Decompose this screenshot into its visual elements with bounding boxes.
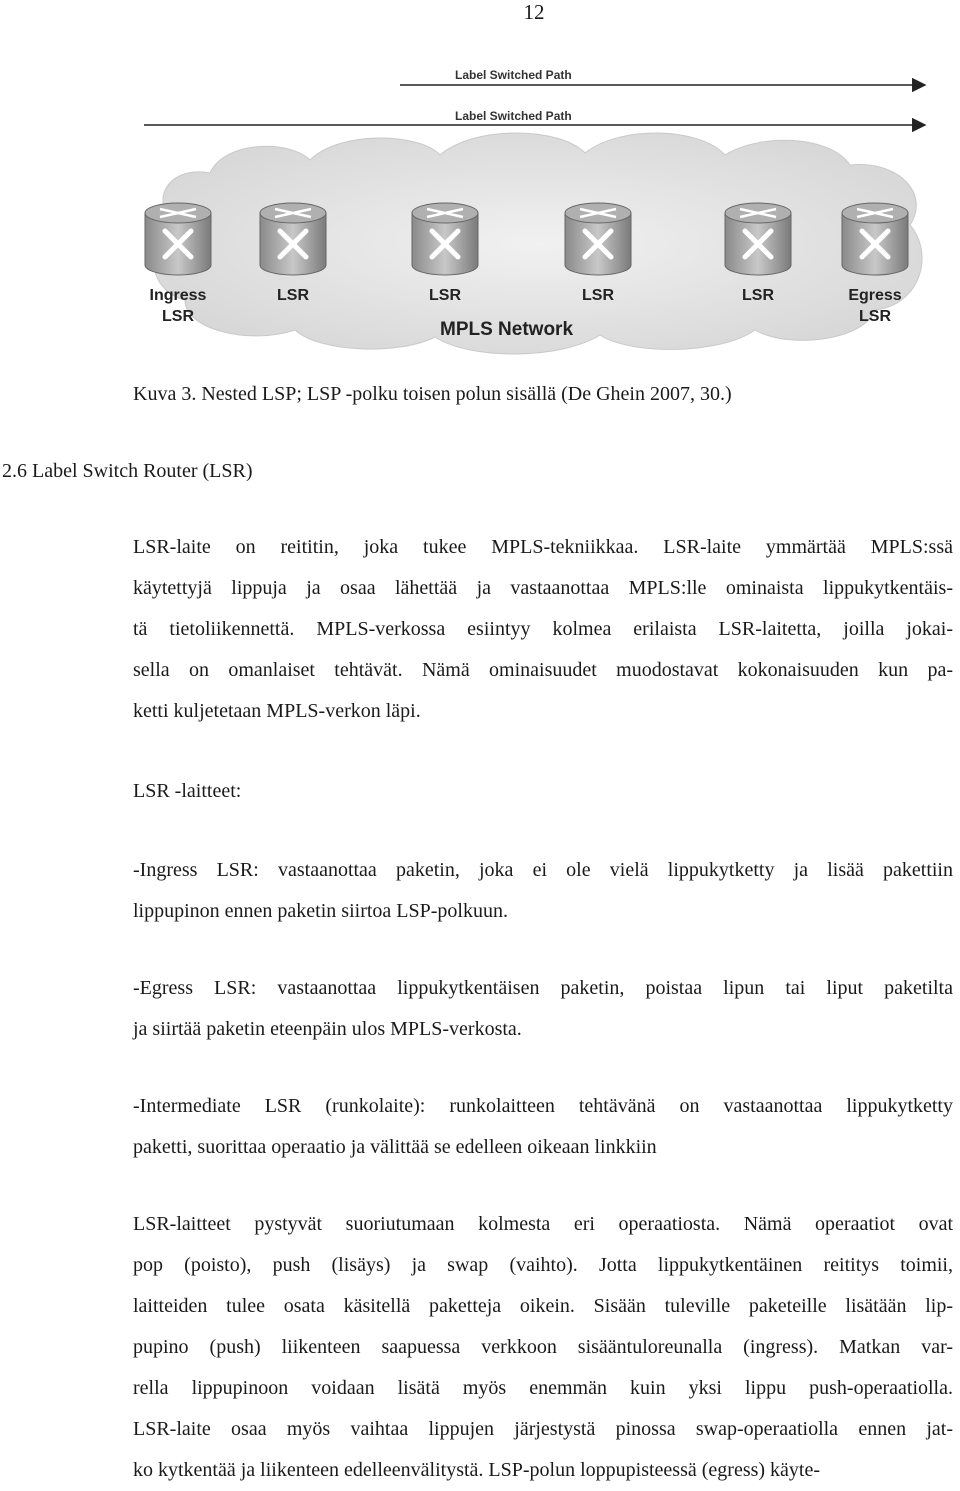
section-heading: 2.6 Label Switch Router (LSR): [2, 460, 253, 482]
router-label-line2: LSR: [162, 308, 194, 325]
paragraph-egress-lsr: [133, 968, 953, 1050]
text-line: paketti, suorittaa operaatio ja välittää se edelleen oikeaan linkkiin: [133, 1136, 657, 1158]
router-label: LSR: [429, 287, 461, 304]
router-label: LSR: [742, 287, 774, 304]
text-line: -Egress LSR: vastaanottaa lippukytkentäisen paketin, poistaa lipun tai liput paketilta: [133, 977, 953, 999]
figure-caption: Kuva 3. Nested LSP; LSP -polku toisen polun sisällä (De Ghein 2007, 30.): [133, 383, 732, 405]
text-line: pop (poisto), push (lisäys) ja swap (vaihto). Jotta lippukytkentäinen reititys toimii,: [133, 1254, 953, 1276]
lsp-arrow-bottom-label: Label Switched Path: [455, 109, 572, 123]
router-icon: [842, 203, 908, 275]
text-line: LSR-laite osaa myös vaihtaa lippujen järjestystä pinossa swap-operaatiolla ennen jat-: [133, 1418, 953, 1440]
text-line: rella lippupinoon voidaan lisätä myös enemmän kuin yksi lippu push-operaatiolla.: [133, 1377, 953, 1399]
mpls-nested-lsp-figure: [130, 55, 930, 365]
text-line: LSR-laite on reititin, joka tukee MPLS-tekniikkaa. LSR-laite ymmärtää MPLS:ssä: [133, 536, 953, 558]
router-icon: [260, 203, 326, 275]
router-label: LSR: [582, 287, 614, 304]
text-line: -Ingress LSR: vastaanottaa paketin, joka ei ole vielä lippukytketty ja lisää pakettiin: [133, 859, 953, 881]
text-line: LSR -laitteet:: [133, 780, 242, 802]
router-label: Egress: [848, 287, 902, 304]
paragraph-lsr-devices-label: [133, 771, 953, 812]
text-line: ko kytkentää ja liikenteen edelleenvälitystä. LSP-polun loppupisteessä (egress) käyte-: [133, 1459, 821, 1481]
paragraph-ingress-lsr: [133, 850, 953, 932]
mpls-network-label: MPLS Network: [440, 319, 574, 340]
text-line: tä tietoliikennettä. MPLS-verkossa esiintyy kolmea erilaista LSR-laitetta, joilla jokai-: [133, 618, 953, 640]
lsp-arrow-top-label: Label Switched Path: [455, 68, 572, 82]
text-line: käytettyjä lippuja ja osaa lähettää ja vastaanottaa MPLS:lle ominaista lippukytkentäis-: [133, 577, 953, 599]
text-line: LSR-laitteet pystyvät suoriutumaan kolmesta eri operaatiosta. Nämä operaatiot ovat: [133, 1213, 953, 1235]
text-line: pupino (push) liikenteen saapuessa verkkoon sisääntuloreunalla (ingress). Matkan var-: [133, 1336, 953, 1358]
paragraph-intermediate-lsr: [133, 1086, 953, 1168]
text-line: ja siirtää paketin eteenpäin ulos MPLS-verkosta.: [133, 1018, 522, 1040]
text-line: lippupinon ennen paketin siirtoa LSP-polkuun.: [133, 900, 508, 922]
page-number: 12: [523, 0, 545, 24]
router-icon: [412, 203, 478, 275]
router-icon: [145, 203, 211, 275]
paragraph-lsr-operations: [133, 1204, 953, 1491]
router-icon: [725, 203, 791, 275]
router-label-line2: LSR: [859, 308, 891, 325]
router-label: Ingress: [149, 287, 207, 304]
paragraph-lsr-intro: [133, 527, 953, 732]
router-icon: [565, 203, 631, 275]
text-line: ketti kuljetetaan MPLS-verkon läpi.: [133, 700, 421, 722]
router-label: LSR: [277, 287, 309, 304]
text-line: sella on omanlaiset tehtävät. Nämä ominaisuudet muodostavat kokonaisuuden kun pa-: [133, 659, 953, 681]
text-line: laitteiden tulee osata käsitellä paketteja oikein. Sisään tuleville paketeille lisätään lip-: [133, 1295, 953, 1317]
text-line: -Intermediate LSR (runkolaite): runkolaitteen tehtävänä on vastaanottaa lippukytketty: [133, 1095, 953, 1117]
